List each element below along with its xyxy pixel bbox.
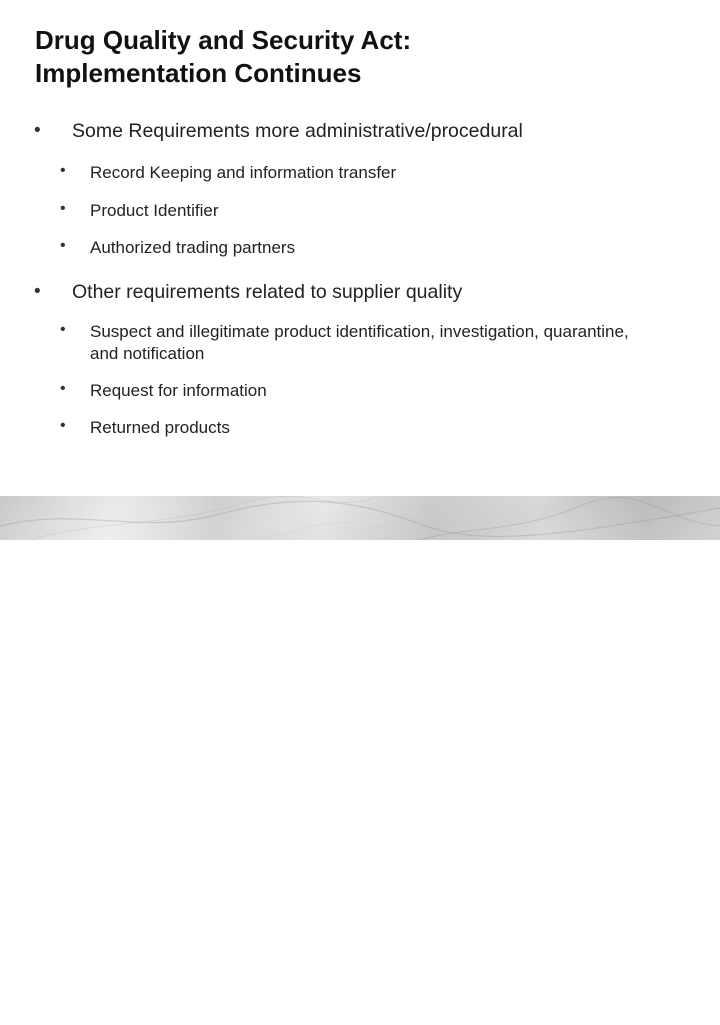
bullet-dot: •	[34, 281, 41, 302]
marble-footer-band	[0, 496, 720, 1018]
sub-bullet-text: Record Keeping and information transfer	[90, 163, 397, 182]
title-line-2: Implementation Continues	[35, 58, 362, 88]
sub-bullet-text: Authorized trading partners	[90, 238, 296, 257]
logo-subtitle: HARDY & BACON	[659, 1014, 695, 1018]
sub-bullet-dot: •	[60, 380, 66, 397]
slide-title	[35, 24, 675, 90]
sub-bullet-text: Suspect and illegitimate product identification, investigation, quarantine, and notification	[90, 322, 629, 363]
bullet-text: Other requirements related to supplier quality	[72, 281, 463, 303]
sub-bullet-dot: •	[60, 321, 66, 338]
title-line-1: Drug Quality and Security Act:	[35, 25, 412, 55]
sub-bullet-text: Request for information	[90, 381, 267, 400]
bullet-dot: •	[34, 120, 41, 141]
bullet-text: Some Requirements more administrative/procedural	[72, 120, 523, 142]
sub-bullet-text: Product Identifier	[90, 201, 219, 220]
sub-bullet-dot: •	[60, 200, 66, 217]
sub-bullet-dot: •	[60, 417, 66, 434]
shook-hardy-bacon-logo	[652, 1005, 711, 1025]
logo-name: SHOOK	[659, 1006, 695, 1013]
sub-bullet-text: Returned products	[90, 418, 230, 437]
marble-veins	[0, 496, 720, 540]
sub-bullet-dot: •	[60, 162, 66, 179]
sub-bullet-dot: •	[60, 237, 66, 254]
